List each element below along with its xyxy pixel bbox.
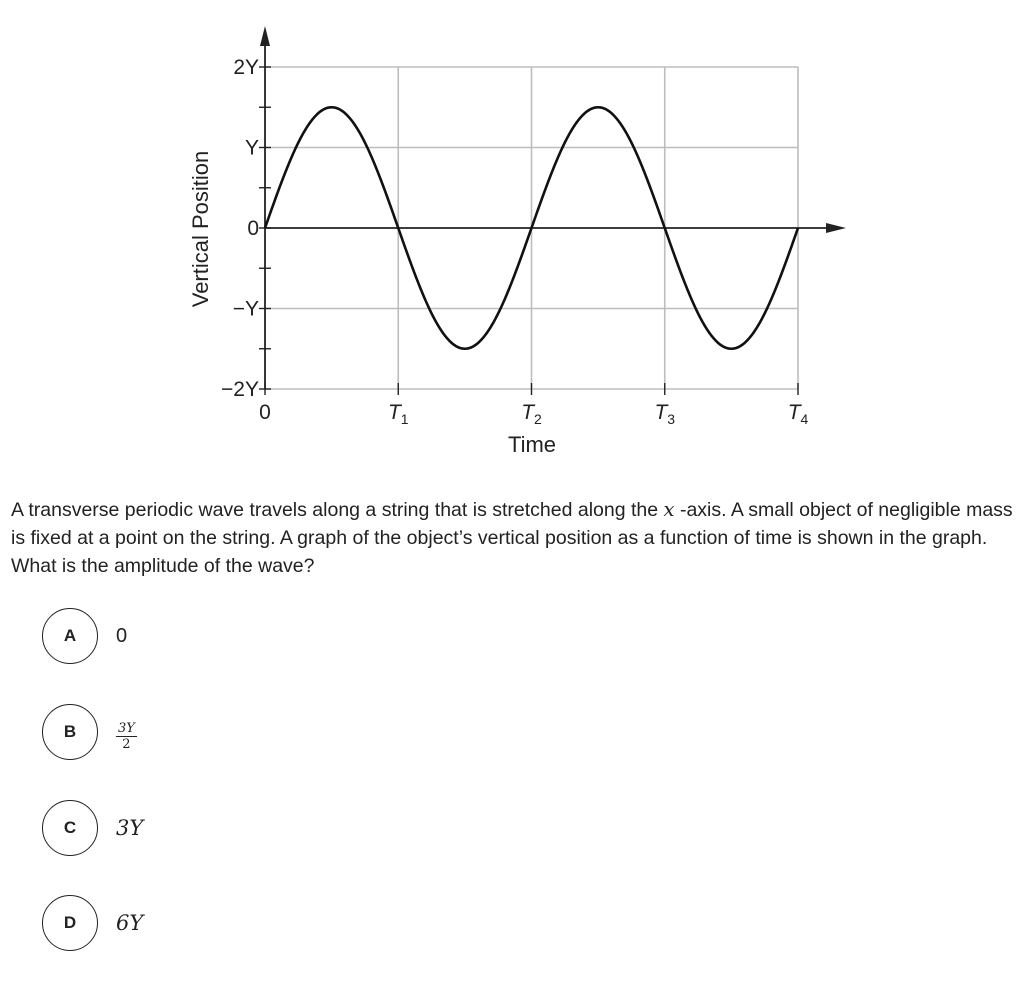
choice-d-letter: D bbox=[42, 895, 98, 951]
choice-c[interactable] bbox=[42, 800, 143, 856]
y-axis-title: Vertical Position bbox=[188, 150, 213, 308]
x-tick-label: $T_2$ bbox=[521, 401, 542, 427]
choice-b-text bbox=[116, 713, 137, 752]
x-tick-label: 0 bbox=[259, 401, 271, 424]
question-variable: x bbox=[663, 498, 675, 521]
y-tick-label: Y bbox=[244, 136, 259, 160]
choice-d[interactable] bbox=[42, 895, 143, 951]
axes bbox=[259, 26, 846, 395]
choice-c-text: 3Y bbox=[116, 816, 144, 840]
wave-graph bbox=[0, 0, 1024, 470]
y-tick-label: −Y bbox=[232, 297, 259, 321]
x-tick-label: $T_3$ bbox=[654, 401, 676, 427]
choice-b[interactable] bbox=[42, 704, 137, 760]
choice-a-text: 0 bbox=[116, 624, 128, 647]
x-axis-title: Time bbox=[507, 432, 557, 457]
choice-b-fraction bbox=[116, 721, 137, 752]
choice-c-letter: C bbox=[42, 800, 98, 856]
x-tick-label: $T_4$ bbox=[787, 401, 809, 427]
x-tick-labels bbox=[259, 401, 808, 427]
y-tick-label: −2Y bbox=[221, 378, 259, 401]
choice-b-letter: B bbox=[42, 704, 98, 760]
question-part-2: -axis. A small object of negligible mass is fixed at a point on the string. A graph of the object’s vertical position as a function of time is shown in the graph. What is the amplitude of the wave? bbox=[11, 499, 1013, 577]
choice-b-numerator: 3Y bbox=[118, 720, 135, 736]
question-text bbox=[11, 496, 1021, 580]
choice-a-letter: A bbox=[42, 608, 98, 664]
y-tick-label: 0 bbox=[247, 217, 259, 240]
question-part-1: A transverse periodic wave travels along a string that is stretched along the bbox=[11, 499, 664, 521]
choice-b-denominator: 2 bbox=[122, 736, 131, 752]
x-tick-label: $T_1$ bbox=[387, 401, 409, 427]
y-tick-label: 2Y bbox=[233, 56, 259, 79]
choice-a[interactable] bbox=[42, 608, 127, 664]
y-tick-labels bbox=[221, 56, 259, 401]
y-axis-arrow bbox=[260, 26, 270, 46]
choice-d-text: 6Y bbox=[116, 911, 144, 935]
x-axis-arrow bbox=[826, 223, 846, 233]
